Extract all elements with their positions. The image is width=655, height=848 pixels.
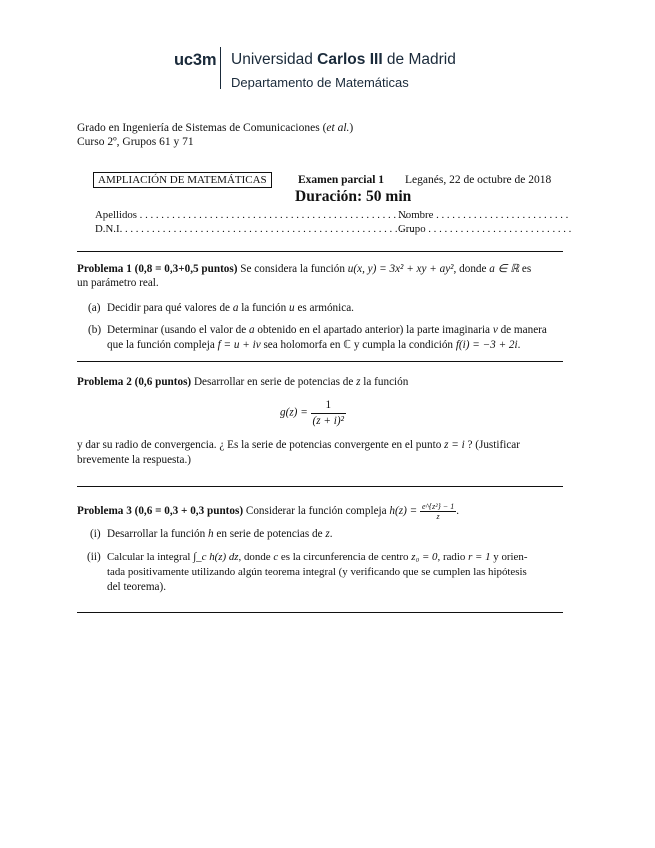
divider-4 <box>77 612 563 613</box>
problem-1-statement: Problema 1 (0,8 = 0,3+0,5 puntos) Se considera la función u(x, y) = 3x² + xy + ay², donde a ∈ ℝ es <box>77 263 532 275</box>
grupo-field: Grupo . . . . . . . . . . . . . . . . . . . . . . . . . . . <box>398 223 572 235</box>
course-line: Curso 2º, Grupos 61 y 71 <box>77 136 194 148</box>
subject-box: AMPLIACIÓN DE MATEMÁTICAS <box>93 172 272 188</box>
apellidos-field: Apellidos . . . . . . . . . . . . . . . . . . . . . . . . . . . . . . . . . . . . . . . . . . . . . . . . . . <box>95 209 407 221</box>
duration: Duración: 50 min <box>295 188 412 205</box>
problem-1a-text: Decidir para qué valores de a la función u es armónica. <box>107 302 354 314</box>
problem-3i-label: (i) <box>90 528 101 540</box>
problem-2-statement: Problema 2 (0,6 puntos) Desarrollar en serie de potencias de z la función <box>77 376 409 388</box>
problem-1b-line1: Determinar (usando el valor de a obtenido en el apartado anterior) la parte imaginaria v de manera <box>107 324 547 336</box>
problem-3ii-line3: del teorema). <box>107 581 167 593</box>
divider-3 <box>77 486 563 487</box>
problem-1a-label: (a) <box>88 302 101 314</box>
nombre-field: Nombre . . . . . . . . . . . . . . . . . . . . . . . . . <box>398 209 569 221</box>
logo-mark: uc3m <box>174 51 217 69</box>
dni-field: D.N.I. . . . . . . . . . . . . . . . . . . . . . . . . . . . . . . . . . . . . . . . . . . . . . . . . . . . . . . <box>95 223 414 235</box>
degree-line: Grado en Ingeniería de Sistemas de Comunicaciones (et al.) <box>77 122 354 134</box>
problem-3ii-line1: Calcular la integral ∫_c h(z) dz, donde c es la circunferencia de centro z₀ = 0, radio r = 1 y orien- <box>107 551 528 563</box>
problem-1b-label: (b) <box>88 324 102 336</box>
problem-3-statement: Problema 3 (0,6 = 0,3 + 0,3 puntos) Considerar la función compleja h(z) = $\frac{\text{e\textasciicircum{}\{z²\} − 1}}{z}$ . <box>77 502 459 521</box>
place-date: Leganés, 22 de octubre de 2018 <box>405 174 552 186</box>
problem-3ii-line2: tada positivamente utilizando algún teorema integral (y verificando que se cumplen las hipótesis <box>107 566 527 578</box>
problem-1-statement-2: un parámetro real. <box>77 277 159 289</box>
logo-divider <box>220 47 221 89</box>
department-name: Departamento de Matemáticas <box>231 75 409 90</box>
problem-2-question-2: brevemente la respuesta.) <box>77 454 191 466</box>
problem-3i-text: Desarrollar la función h en serie de potencias de z. <box>107 528 333 540</box>
university-name: Universidad Carlos III de Madrid <box>231 51 456 68</box>
problem-3ii-label: (ii) <box>87 551 101 563</box>
problem-2-question: y dar su radio de convergencia. ¿ Es la serie de potencias convergente en el punto z = i ? (Justificar <box>77 439 520 451</box>
problem-1b-line2: que la función compleja f = u + iv sea holomorfa en ℂ y cumpla la condición f(i) = −3 + 2i. <box>107 339 521 351</box>
divider-2 <box>77 361 563 362</box>
exam-label: Examen parcial 1 <box>298 174 385 186</box>
problem-2-formula: g(z) = $\frac{1}{\text{(z + i)²}}$ <box>280 399 344 427</box>
divider-1 <box>77 251 563 252</box>
